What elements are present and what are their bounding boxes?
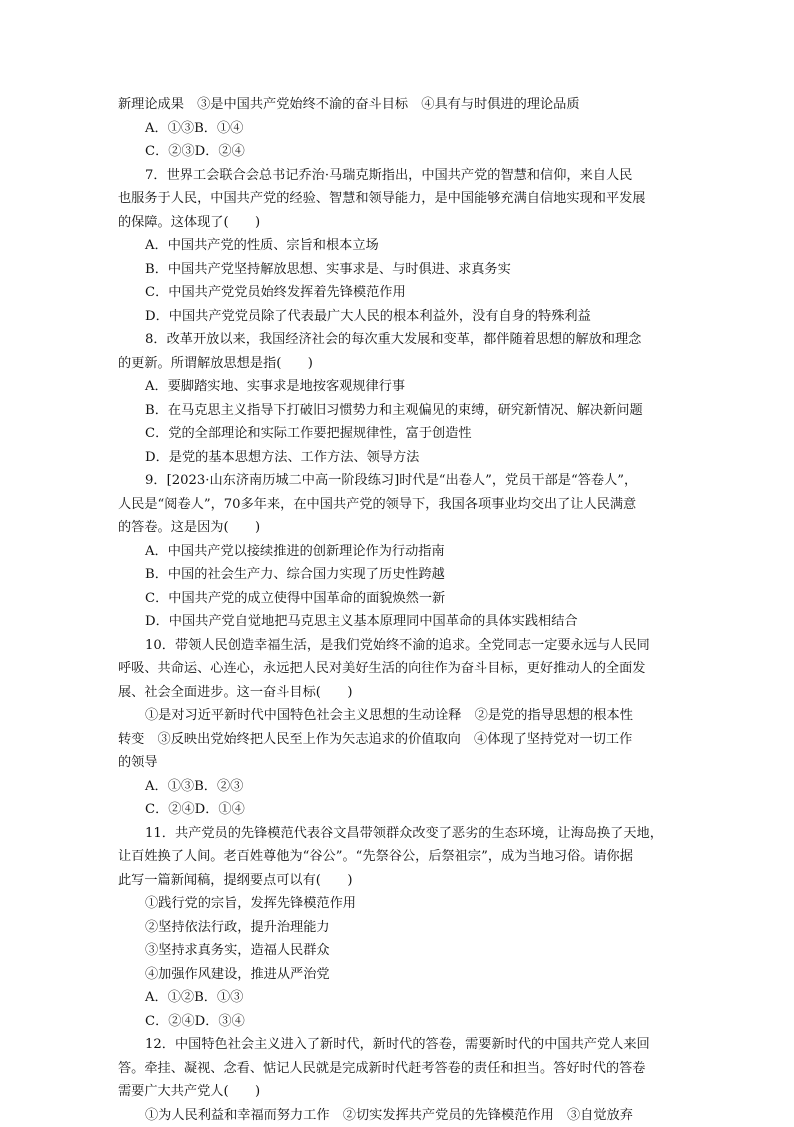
option-line: A．中国共产党的性质、宗旨和根本立场	[118, 234, 658, 258]
text-line: 答。牵挂、凝视、念看、惦记人民就是完成新时代赶考答卷的责任和担当。答好时代的答卷	[118, 1057, 658, 1081]
option-line: B．在马克思主义指导下打破旧习惯势力和主观偏见的束缚，研究新情况、解决新问题	[118, 399, 658, 423]
statement-line: ①是对习近平新时代中国特色社会主义思想的生动诠释 ②是党的指导思想的根本性	[118, 704, 658, 728]
statement-line: ③坚持求真务实，造福人民群众	[118, 939, 658, 963]
text-line: 也服务于人民，中国共产党的经验、智慧和领导能力，是中国能够充满自信地实现和平发展	[118, 187, 658, 211]
text-line: 此写一篇新闻稿，提纲要点可以有( )	[118, 869, 658, 893]
statement-line: ①为人民利益和幸福而努力工作 ②切实发挥共产党员的先锋模范作用 ③自觉放弃	[118, 1104, 658, 1127]
text-line: 人民是“阅卷人”，70多年来，在中国共产党的领导下，我国各项事业均交出了让人民满意	[118, 493, 658, 517]
text-line: 的更新。所谓解放思想是指( )	[118, 352, 658, 376]
text-line: 展、社会全面进步。这一奋斗目标( )	[118, 681, 658, 705]
text-line: 呼吸、共命运、心连心，永远把人民对美好生活的向往作为奋斗目标，更好推动人的全面发	[118, 657, 658, 681]
option-line: D．中国共产党自觉地把马克思主义基本原理同中国革命的具体实践相结合	[118, 610, 658, 634]
option-line: A．①②B．①③	[118, 986, 658, 1010]
question-10-stem: 10．带领人民创造幸福生活，是我们党始终不渝的追求。全党同志一定要永远与人民同	[118, 634, 658, 658]
option-line: A．①③B．①④	[118, 117, 658, 141]
question-11-stem: 11．共产党员的先锋模范代表谷文昌带领群众改变了恶劣的生态环境，让海岛换了天地，	[118, 822, 658, 846]
statement-line: ②坚持依法行政，提升治理能力	[118, 916, 658, 940]
option-line: C．中国共产党的成立使得中国革命的面貌焕然一新	[118, 587, 658, 611]
option-line: C．党的全部理论和实际工作要把握规律性，富于创造性	[118, 422, 658, 446]
option-line: C．②③D．②④	[118, 140, 658, 164]
text-line: 新理论成果 ③是中国共产党始终不渝的奋斗目标 ④具有与时俱进的理论品质	[118, 93, 658, 117]
question-7-stem: 7．世界工会联合会总书记乔治·马瑞克斯指出，中国共产党的智慧和信仰，来自人民	[118, 164, 658, 188]
text-line: 的答卷。这是因为( )	[118, 516, 658, 540]
question-9-stem: 9．[2023·山东济南历城二中高一阶段练习]时代是“出卷人”，党员干部是“答卷人”，	[118, 469, 658, 493]
statement-line: ①践行党的宗旨，发挥先锋模范作用	[118, 892, 658, 916]
document-page	[118, 93, 658, 1127]
option-line: C．②④D．③④	[118, 1010, 658, 1034]
option-line: C．②④D．①④	[118, 798, 658, 822]
text-line: 的领导	[118, 751, 658, 775]
option-line: A．①③B．②③	[118, 775, 658, 799]
text-line: 需要广大共产党人( )	[118, 1080, 658, 1104]
option-line: D．是党的基本思想方法、工作方法、领导方法	[118, 446, 658, 470]
option-line: A．要脚踏实地、实事求是地按客观规律行事	[118, 375, 658, 399]
option-line: D．中国共产党党员除了代表最广大人民的根本利益外，没有自身的特殊利益	[118, 305, 658, 329]
statement-line: ④加强作风建设，推进从严治党	[118, 963, 658, 987]
option-line: B．中国共产党坚持解放思想、实事求是、与时俱进、求真务实	[118, 258, 658, 282]
option-line: A．中国共产党以接续推进的创新理论作为行动指南	[118, 540, 658, 564]
option-line: B．中国的社会生产力、综合国力实现了历史性跨越	[118, 563, 658, 587]
text-line: 让百姓换了人间。老百姓尊他为“谷公”。“先祭谷公，后祭祖宗”，成为当地习俗。请你据	[118, 845, 658, 869]
option-line: C．中国共产党党员始终发挥着先锋模范作用	[118, 281, 658, 305]
text-line: 的保障。这体现了( )	[118, 211, 658, 235]
question-8-stem: 8．改革开放以来，我国经济社会的每次重大发展和变革，都伴随着思想的解放和理念	[118, 328, 658, 352]
text-line: 转变 ③反映出党始终把人民至上作为矢志追求的价值取向 ④体现了坚持党对一切工作	[118, 728, 658, 752]
question-12-stem: 12．中国特色社会主义进入了新时代，新时代的答卷，需要新时代的中国共产党人来回	[118, 1033, 658, 1057]
